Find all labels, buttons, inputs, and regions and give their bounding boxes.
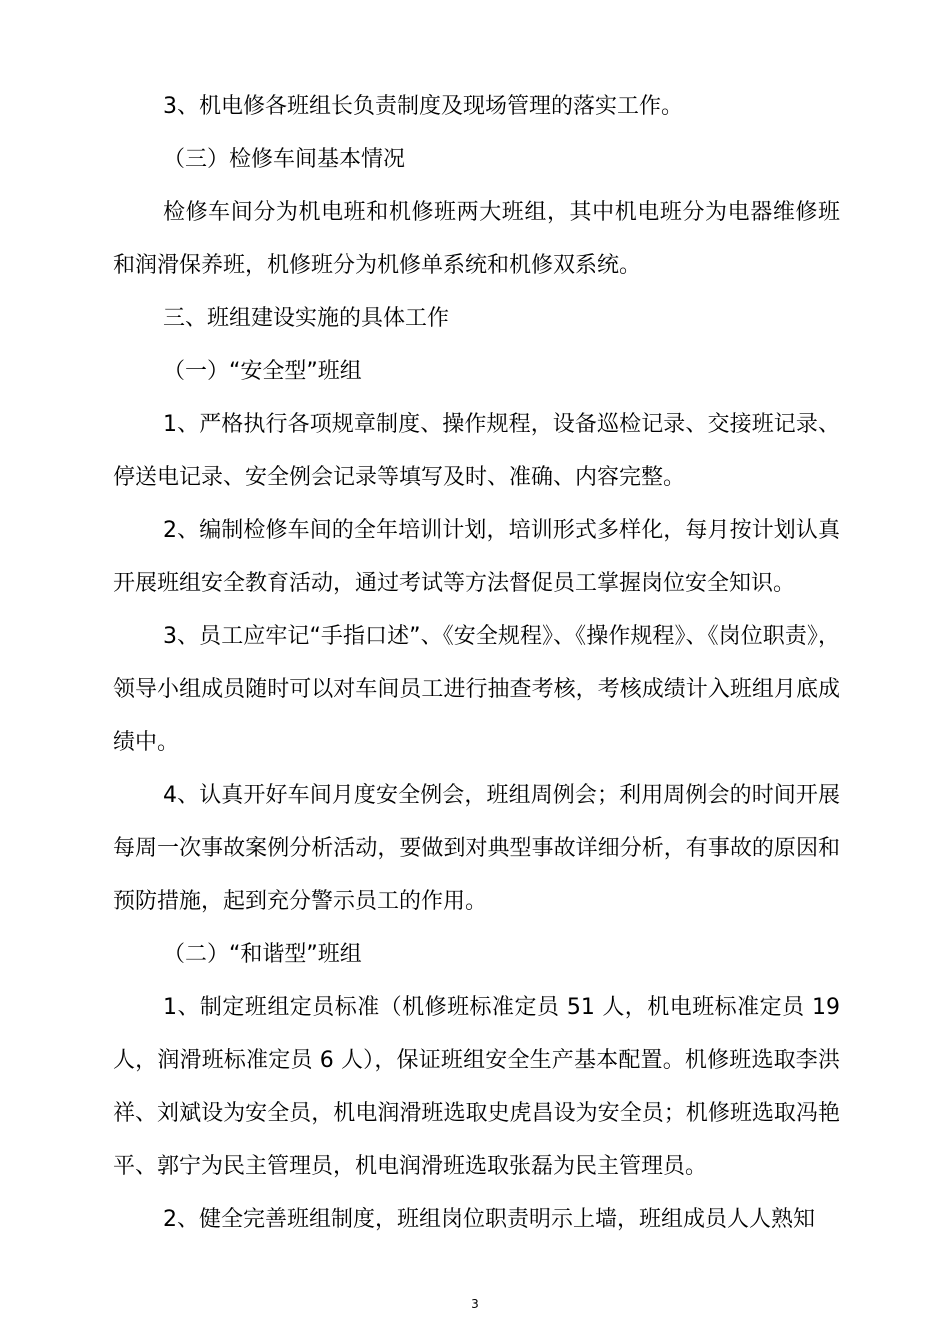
paragraph-safety-item-1: 1、严格执行各项规章制度、操作规程，设备巡检记录、交接班记录、停送电记录、安全例会记录等填写及时、准确、内容完整。 <box>113 412 840 490</box>
section-heading-workshop-overview: （三）检修车间基本情况 <box>163 147 406 172</box>
section-heading-harmony-team: （二）“和谐型”班组 <box>163 942 362 967</box>
section-heading-safety-team: （一）“安全型”班组 <box>163 359 362 384</box>
paragraph-safety-item-2: 2、编制检修车间的全年培训计划，培训形式多样化，每月按计划认真开展班组安全教育活动，通过考试等方法督促员工掌握岗位安全知识。 <box>113 518 840 596</box>
paragraph-harmony-item-1: 1、制定班组定员标准（机修班标准定员 51 人，机电班标准定员 19 人，润滑班标准定员 6 人），保证班组安全生产基本配置。机修班选取李洪祥、刘斌设为安全员，机电润滑班选取史虎昌设为安全员；机修班选取冯艳平、郭宁为民主管理员，机电润滑班选取张磊为民主管理员。 <box>113 995 840 1179</box>
paragraph-item-3-responsibility: 3、机电修各班组长负责制度及现场管理的落实工作。 <box>163 94 683 119</box>
paragraph-harmony-item-2: 2、健全完善班组制度，班组岗位职责明示上墙，班组成员人人熟知 <box>163 1207 815 1232</box>
document-body <box>113 80 840 1246</box>
section-heading-team-building-work: 三、班组建设实施的具体工作 <box>163 306 450 331</box>
paragraph-safety-item-3: 3、员工应牢记“手指口述”、《安全规程》、《操作规程》、《岗位职责》，领导小组成员随时可以对车间员工进行抽查考核，考核成绩计入班组月底成绩中。 <box>113 624 840 755</box>
paragraph-safety-item-4: 4、认真开好车间月度安全例会，班组周例会；利用周例会的时间开展每周一次事故案例分析活动，要做到对典型事故详细分析，有事故的原因和预防措施，起到充分警示员工的作用。 <box>113 783 840 914</box>
paragraph-workshop-overview: 检修车间分为机电班和机修班两大班组，其中机电班分为电器维修班和润滑保养班，机修班分为机修单系统和机修双系统。 <box>113 200 840 278</box>
page-number: 3 <box>471 1297 479 1311</box>
